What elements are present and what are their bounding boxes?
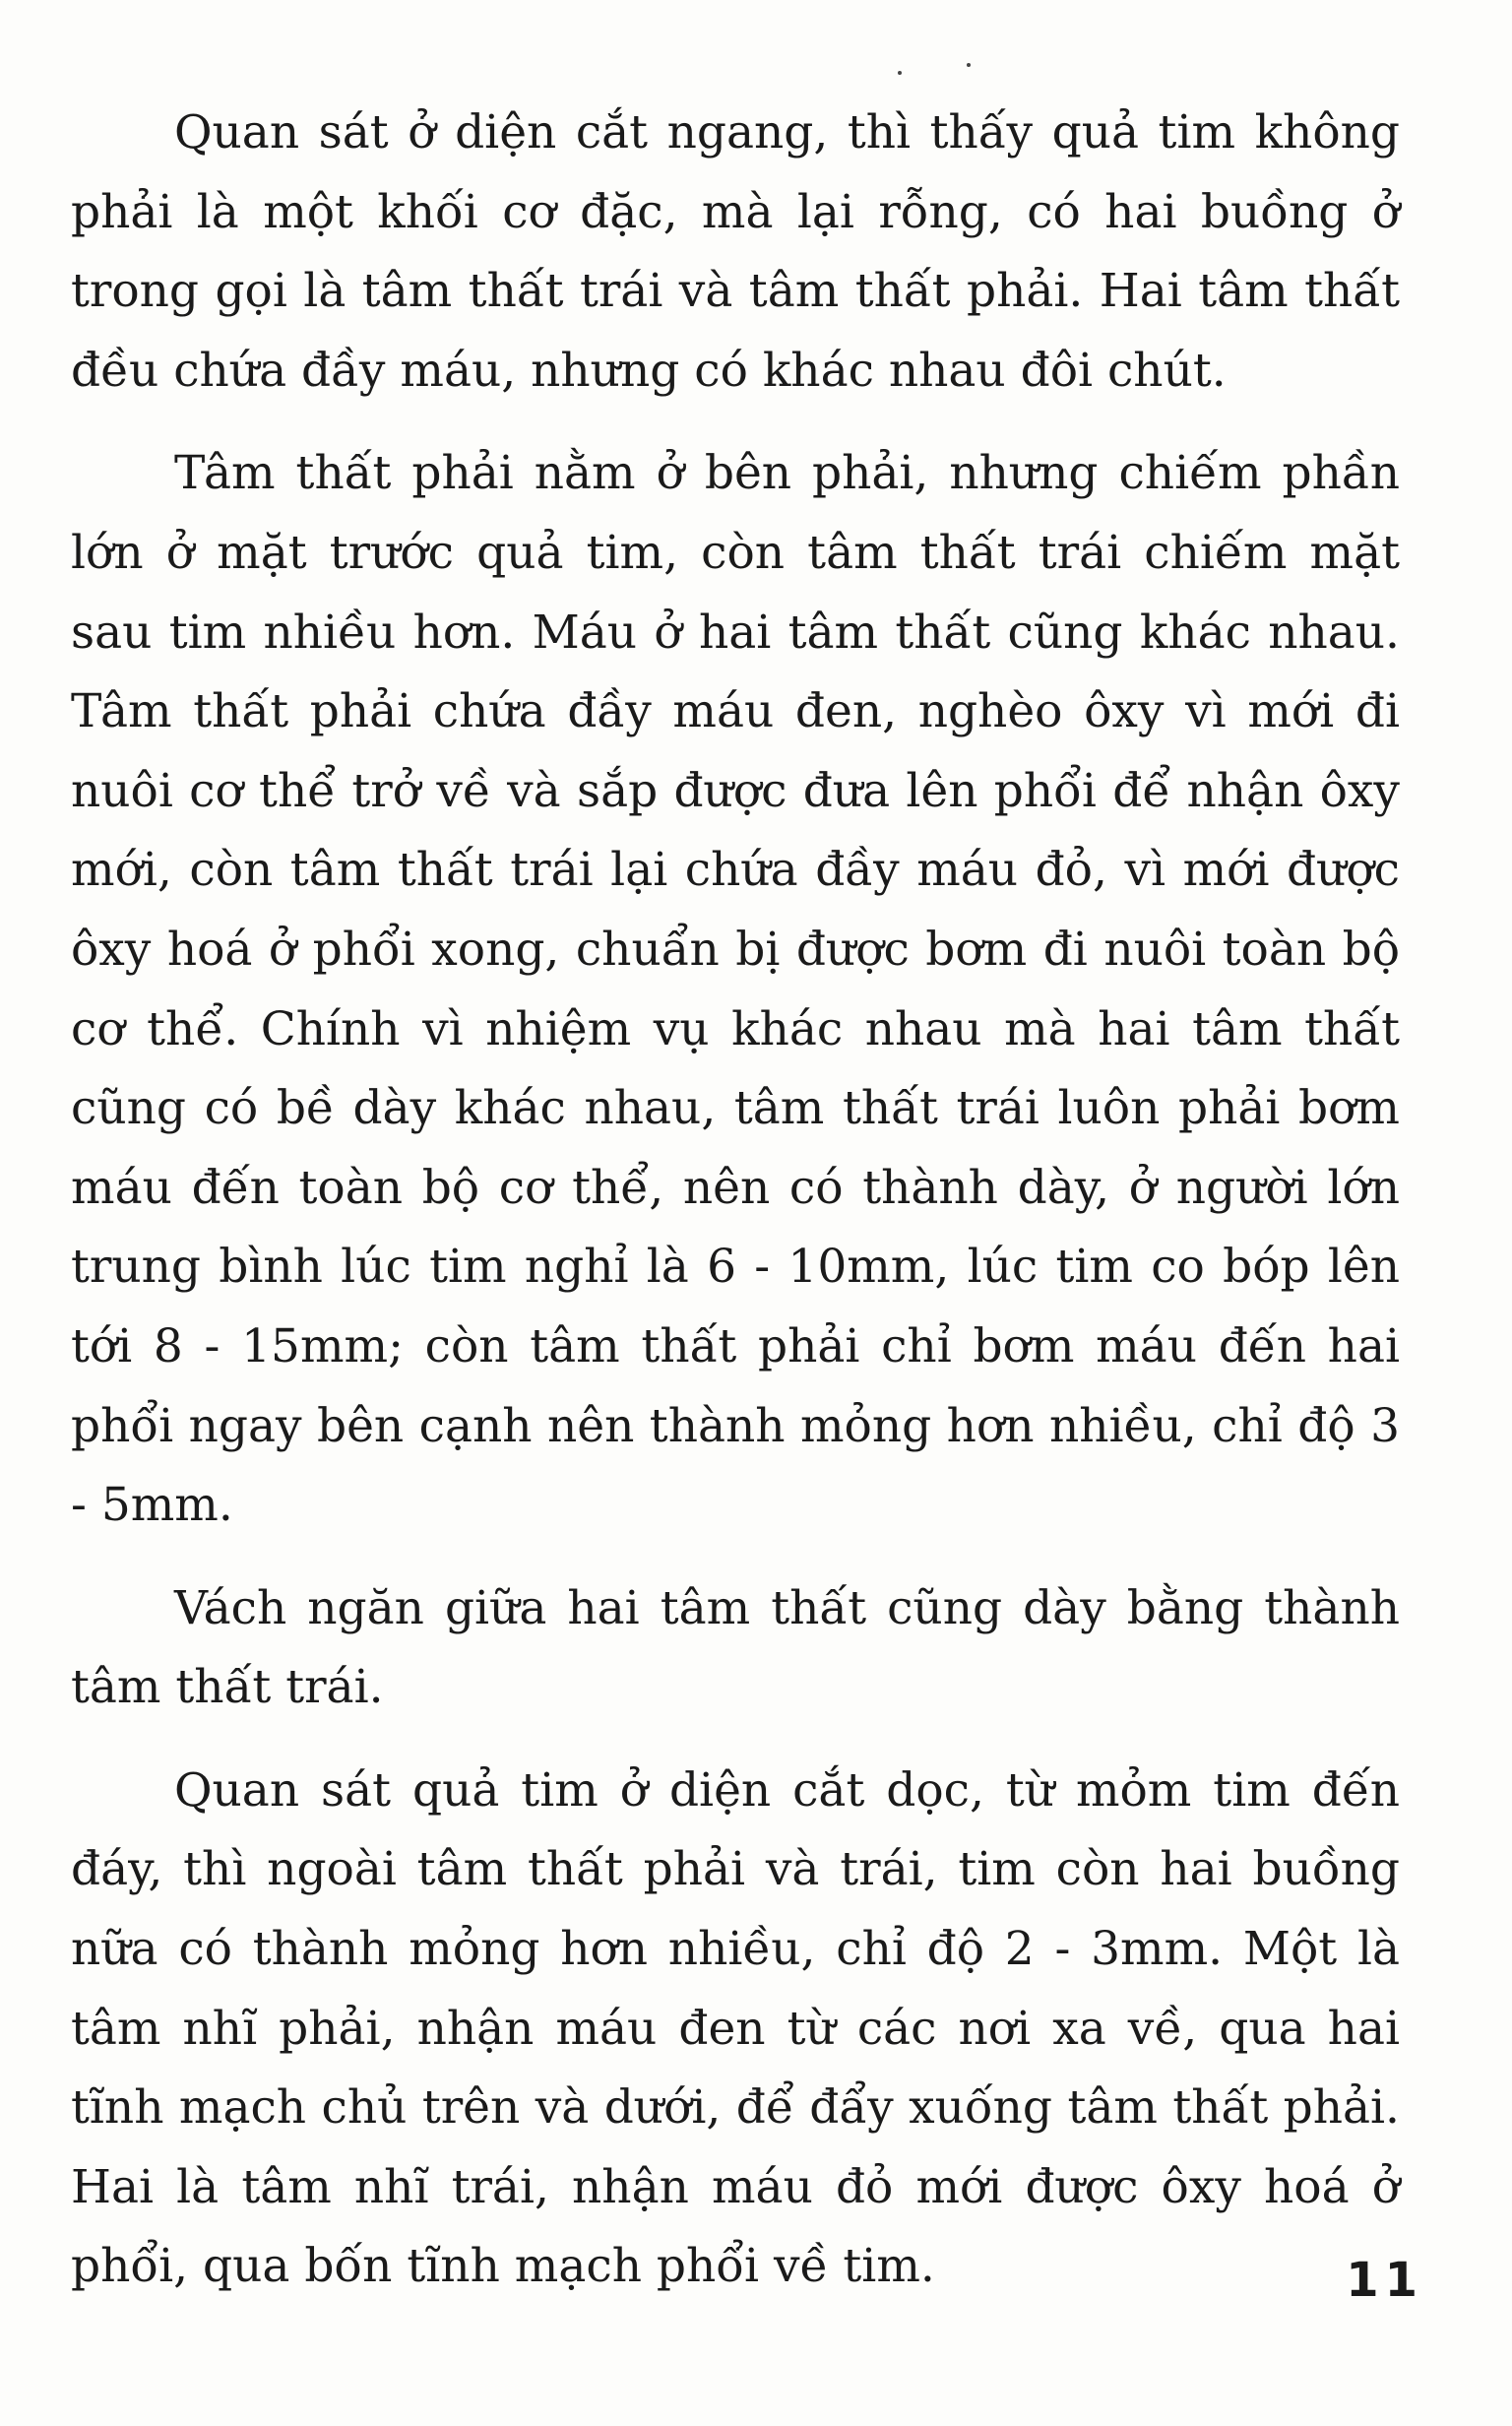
print-speck xyxy=(898,71,902,75)
page-number: 11 xyxy=(1346,2253,1423,2308)
paragraph-2: Tâm thất phải nằm ở bên phải, nhưng chiếm phần lớn ở mặt trước quả tim, còn tâm thất trái chiếm mặt sau tim nhiều hơn. Máu ở hai tâm thất cũng khác nhau. Tâm thất phải chứa đầy máu đen, nghèo ôxy vì mới đi nuôi cơ thể trở về và sắp được đưa lên phổi để nhận ôxy mới, còn tâm thất trái lại chứa đầy máu đỏ, vì mới được ôxy hoá ở phổi xong, chuẩn bị được bơm đi nuôi toàn bộ cơ thể. Chính vì nhiệm vụ khác nhau mà hai tâm thất cũng có bề dày khác nhau, tâm thất trái luôn phải bơm máu đến toàn bộ cơ thể, nên có thành dày, ở người lớn trung bình lúc tim nghỉ là 6 - 10mm, lúc tim co bóp lên tới 8 - 15mm; còn tâm thất phải chỉ bơm máu đến hai phổi ngay bên cạnh nên thành mỏng hơn nhiều, chỉ độ 3 - 5mm. xyxy=(71,446,1400,1533)
body-text xyxy=(71,94,1400,2330)
paragraph-3: Vách ngăn giữa hai tâm thất cũng dày bằng thành tâm thất trái. xyxy=(71,1580,1400,1715)
paragraph-1: Quan sát ở diện cắt ngang, thì thấy quả tim không phải là một khối cơ đặc, mà lại rỗng, có hai buồng ở trong gọi là tâm thất trái và tâm thất phải. Hai tâm thất đều chứa đầy máu, nhưng có khác nhau đôi chút. xyxy=(71,105,1400,398)
paragraph-4: Quan sát quả tim ở diện cắt dọc, từ mỏm tim đến đáy, thì ngoài tâm thất phải và trái, tim còn hai buồng nữa có thành mỏng hơn nhiều, chỉ độ 2 - 3mm. Một là tâm nhĩ phải, nhận máu đen từ các nơi xa về, qua hai tĩnh mạch chủ trên và dưới, để đẩy xuống tâm thất phải. Hai là tâm nhĩ trái, nhận máu đỏ mới được ôxy hoá ở phổi, qua bốn tĩnh mạch phổi về tim. xyxy=(71,1762,1400,2294)
print-speck xyxy=(967,63,971,67)
